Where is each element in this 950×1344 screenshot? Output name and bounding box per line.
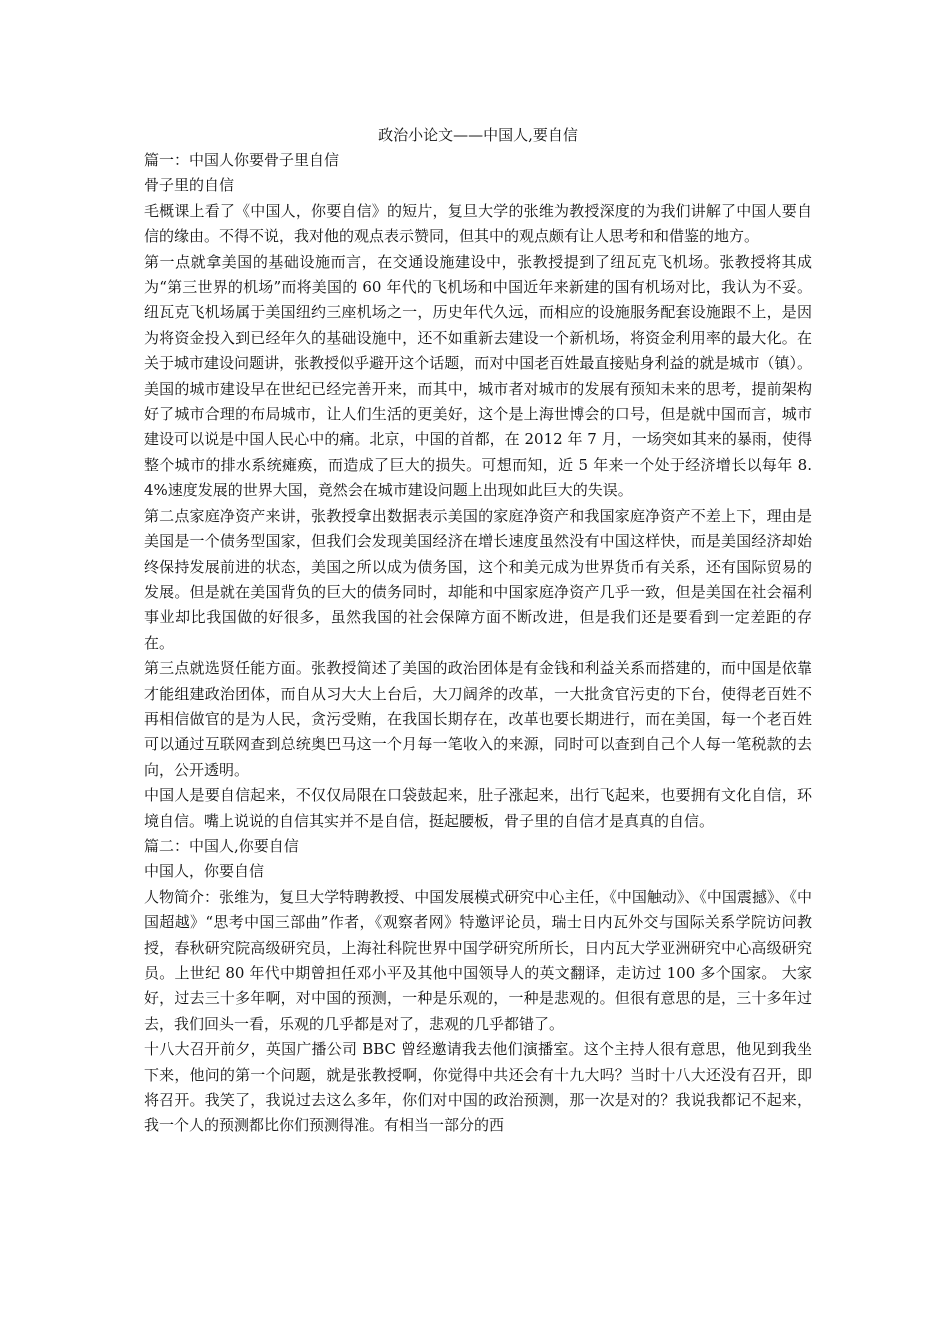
paragraph-point-two: 第二点家庭净资产来讲，张教授拿出数据表示美国的家庭净资产和我国家庭净资产不差上下，理由是美国是一个债务型国家，但我们会发现美国经济在增长速度虽然没有中国这样快，而是美国经济却始终保持发展前进的状态，美国之所以成为债务国，这个和美元成为世界货币有关系，还有国际贸易的发展。但是就在美国背负的巨大的债务同时，却能和中国家庭净资产几乎一致，但是美国在社会福利事业却比我国做的好很多，虽然我国的社会保障方面不断改进，但是我们还是要看到一定差距的存在。 xyxy=(144,506,812,652)
paragraph-intro: 毛概课上看了《中国人，你要自信》的短片，复旦大学的张维为教授深度的为我们讲解了中国人要自信的缘由。不得不说，我对他的观点表示赞同，但其中的观点颇有让人思考和和借鉴的地方。 xyxy=(144,201,812,246)
subheading-part-two: 中国人，你要自信 xyxy=(144,862,265,881)
subheading-part-one: 骨子里的自信 xyxy=(144,176,235,195)
paragraph-conclusion: 中国人是要自信起来，不仅仅局限在口袋鼓起来，肚子涨起来，出行飞起来，也要拥有文化自信，环境自信。嘴上说说的自信其实并不是自信，挺起腰板，骨子里的自信才是真真的自信。 xyxy=(144,786,812,830)
document-title: 政治小论文——中国人,要自信 xyxy=(378,126,578,144)
paragraph-profile: 人物简介：张维为，复旦大学特聘教授、中国发展模式研究中心主任，《中国触动》、《中国震撼》、《中国超越》“思考中国三部曲”作者，《观察者网》特邀评论员，瑞士日内瓦外交与国际关系学院访问教授，春秋研究院高级研究员，上海社科院世界中国学研究所所长，日内瓦大学亚洲研究中心高级研究员。上世纪 80 年代中期曾担任邓小平及其他中国领导人的英文翻译，走访过 100 多个国家。 大家好，过去三十多年啊，对中国的预测，一种是乐观的，一种是悲观的。但很有意思的是，三十多年过去，我们回头一看，乐观的几乎都是对了，悲观的几乎都错了。 xyxy=(144,887,812,1033)
document-body xyxy=(144,123,812,1139)
heading-part-two: 篇二：中国人,你要自信 xyxy=(144,836,299,855)
heading-part-one: 篇一：中国人你要骨子里自信 xyxy=(144,151,340,169)
paragraph-point-three: 第三点就选贤任能方面。张教授简述了美国的政治团体是有金钱和利益关系而搭建的，而中国是依靠才能组建政治团体，而自从习大大上台后，大刀阔斧的改革，一大批贪官污吏的下台，使得老百姓不再相信做官的是为人民，贪污受贿，在我国长期存在，改革也要长期进行，而在美国，每一个老百姓可以通过互联网查到总统奥巴马这一个月每一笔收入的来源，同时可以查到自己个人每一笔税款的去向，公开透明。 xyxy=(144,659,812,779)
paragraph-point-one: 第一点就拿美国的基础设施而言，在交通设施建设中，张教授提到了纽瓦克飞机场。张教授将其成为“第三世界的机场”而将美国的 60 年代的飞机场和中国近年来新建的国有机场对比，我认为不妥。纽瓦克飞机场属于美国纽约三座机场之一，历史年代久远，而相应的设施服务配套设施跟不上，是因为将资金投入到已经年久的基础设施中，还不如重新去建设一个新机场，将资金利用率的最大化。在关于城市建设问题讲，张教授似乎避开这个话题，而对中国老百姓最直接贴身利益的就是城市（镇）。美国的城市建设早在世纪已经完善开来，而其中，城市者对城市的发展有预知未来的思考，提前架构好了城市合理的布局城市，让人们生活的更美好，这个是上海世博会的口号，但是就中国而言，城市建设可以说是中国人民心中的痛。北京，中国的首都，在 2012 年 7 月，一场突如其来的暴雨，使得整个城市的排水系统瘫痪，而造成了巨大的损失。可想而知，近 5 年来一个处于经济增长以每年 8.4%速度发展的世界大国，竟然会在城市建设问题上出现如此巨大的失误。 xyxy=(144,252,812,500)
paragraph-bbc: 十八大召开前夕，英国广播公司 BBC 曾经邀请我去他们演播室。这个主持人很有意思，他见到我坐下来，他问的第一个问题，就是张教授啊，你觉得中共还会有十九大吗？当时十八大还没有召开，即将召开。我笑了，我说过去这么多年，你们对中国的政治预测，那一次是对的？我说我都记不起来，我一个人的预测都比你们预测得准。有相当一部分的西 xyxy=(144,1040,812,1135)
